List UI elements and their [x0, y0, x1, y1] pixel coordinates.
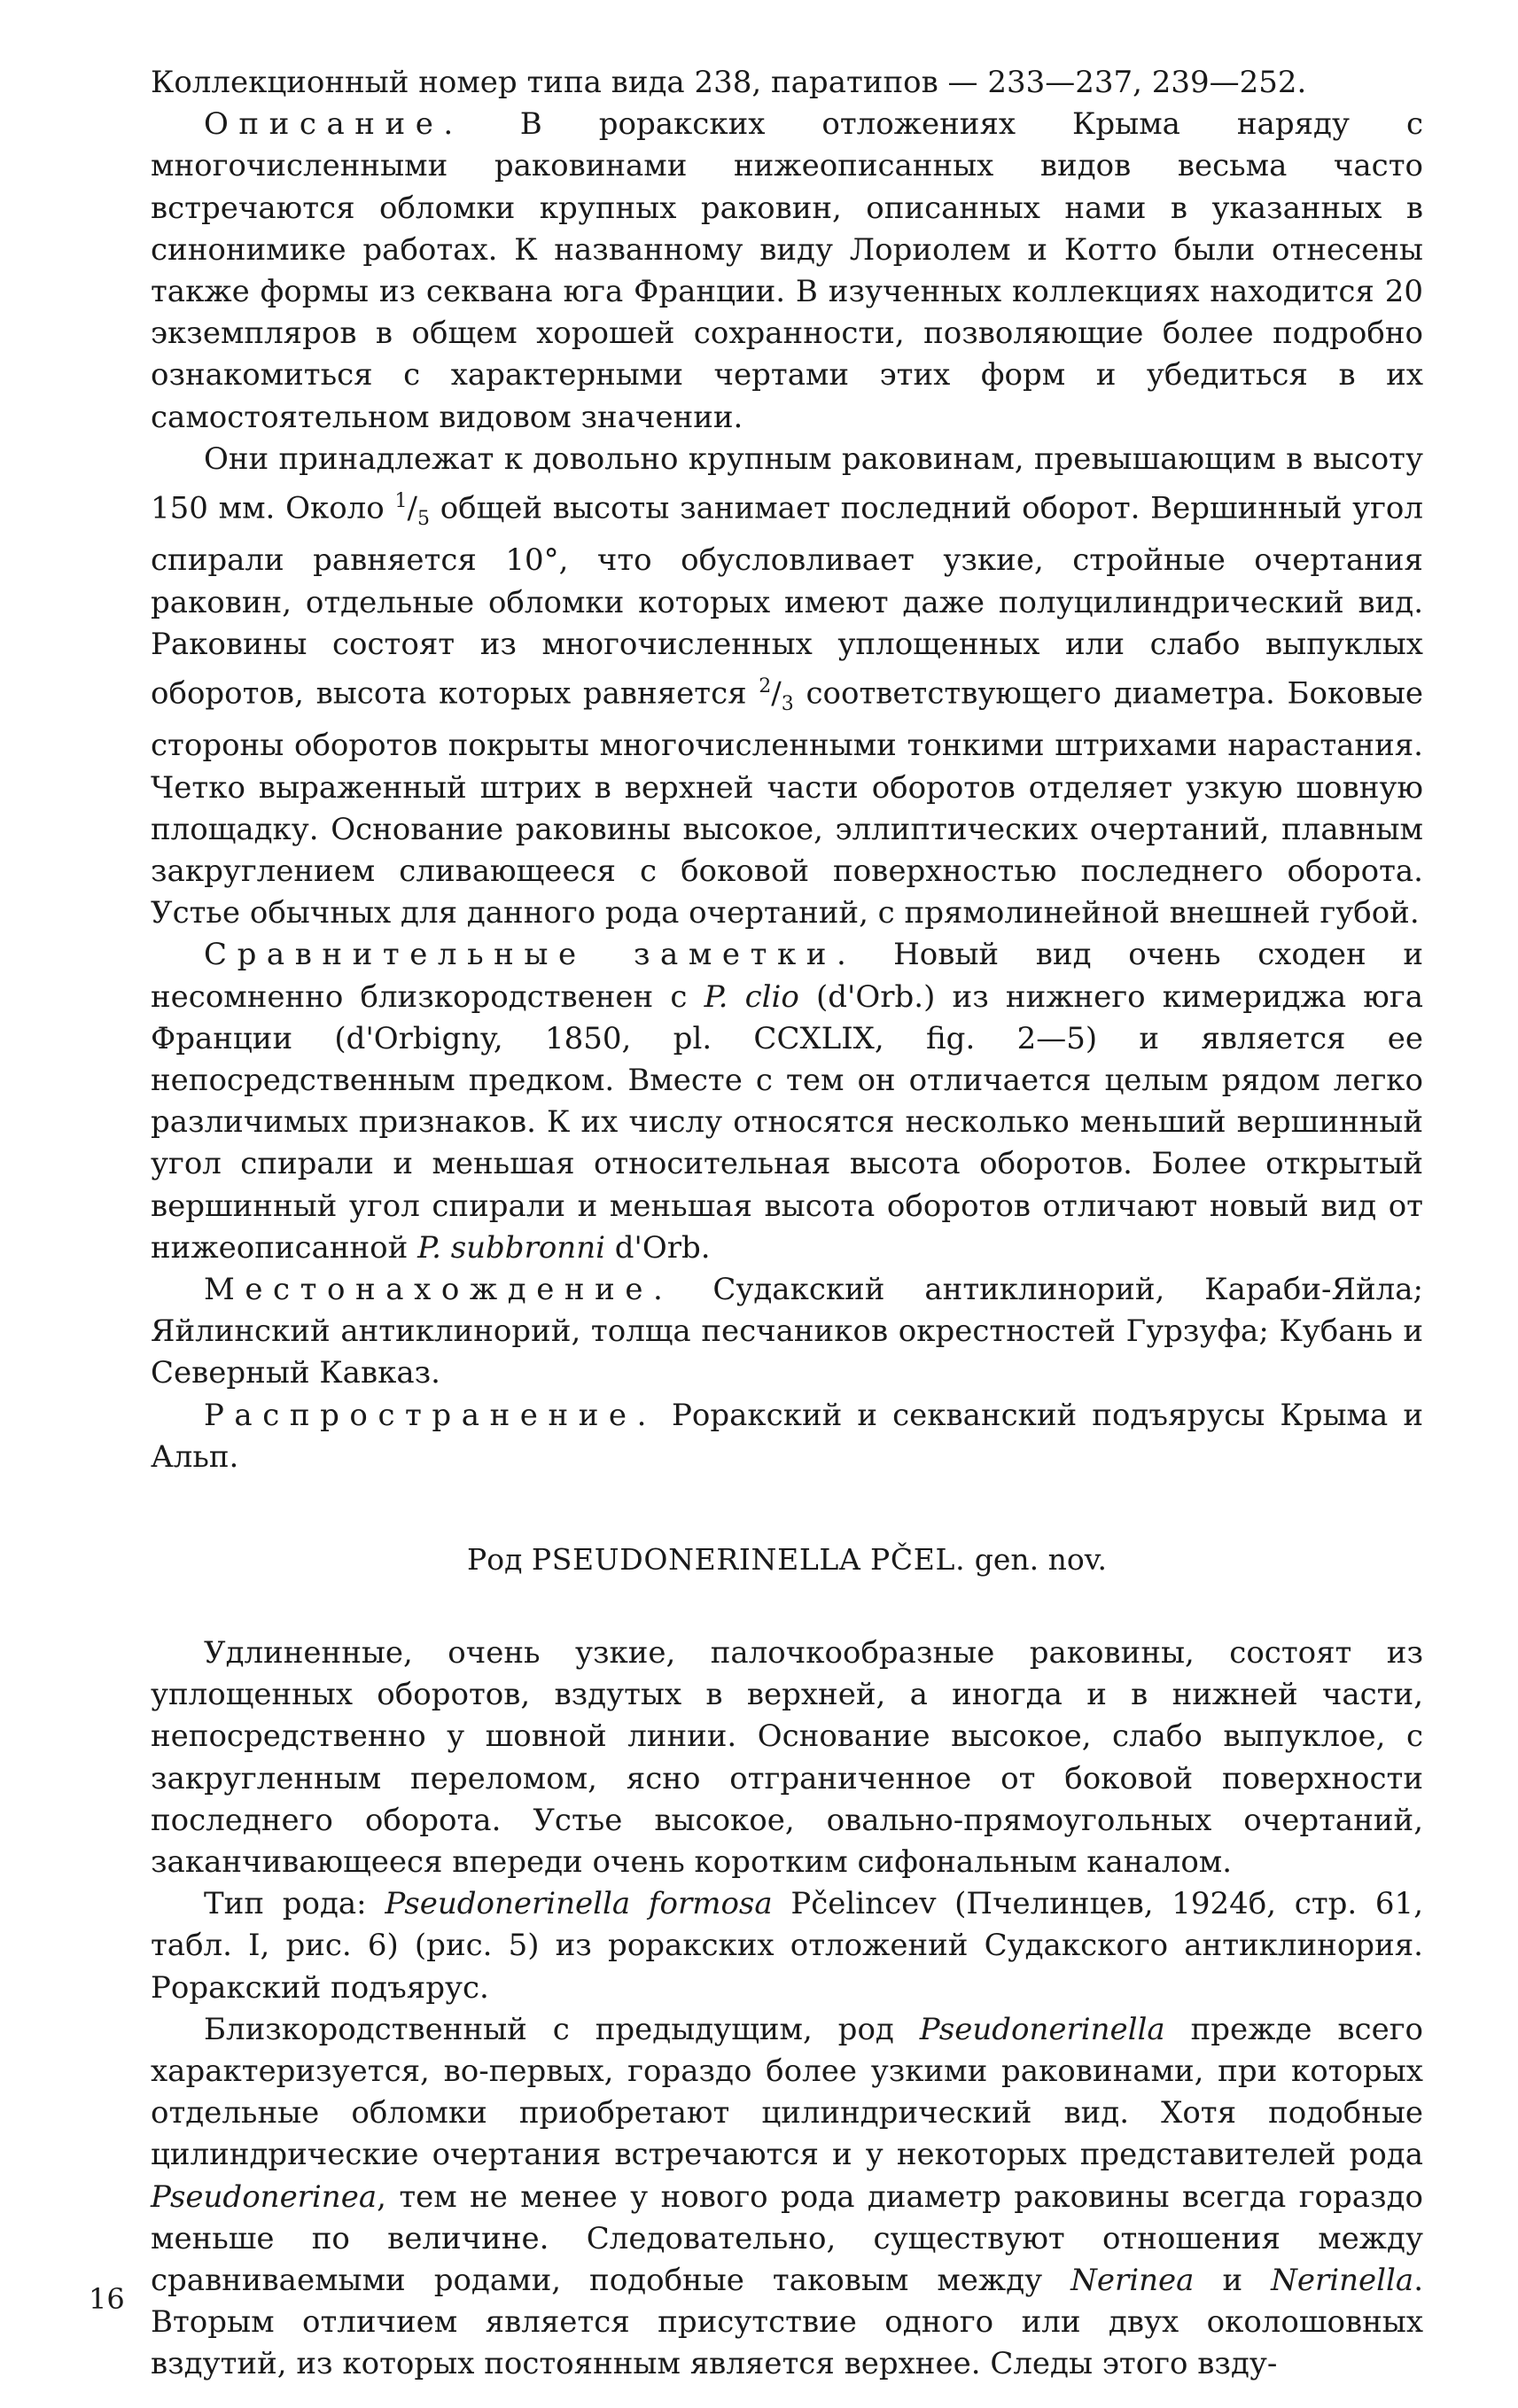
genus-status: gen. nov. — [974, 1541, 1107, 1577]
paragraph-text: Удлиненные, очень узкие, палочкообразные раковины, состоят из уплощенных оборотов, вздутых в верхней, а иногда и в нижней части, непосредственно у шовной линии. Основание высокое, слабо выпуклое, с закругленным переломом, ясно отграниченное от боковой поверхности последнего оборота. Устье высокое, овально-прямоугольных очертаний, заканчивающееся впереди очень коротким сифональным каналом. — [151, 1634, 1423, 1880]
paragraph-text: (d'Orb.) из нижнего кимериджа юга Франции (d'Orbigny, 1850, pl. CCXLIX, fig. 2—5) и является ее непосредственным предком. Вместе с тем он отличается целым рядом легко различимых признаков. К их числу относятся несколько меньший вершинный угол спирали и меньшая относительная высота оборотов. Более открытый вершинный угол спирали и меньшая высота оборотов отличают новый вид от нижеописанной — [151, 978, 1423, 1266]
genus-author: PČEL. — [870, 1541, 966, 1577]
section-lead-locality: Местонахождение. — [204, 1271, 673, 1307]
species-name: Pseudonerinella formosa — [385, 1886, 773, 1922]
page-number: 16 — [89, 2282, 125, 2316]
fraction-denominator: 5 — [416, 508, 430, 531]
section-lead-distribution: Распространение. — [204, 1397, 657, 1433]
fraction-numerator: 2 — [759, 674, 772, 697]
section-lead-comparative: Сравнительные заметки. — [204, 937, 857, 973]
paragraph-comparative-notes — [151, 934, 1423, 1269]
paragraph-genus-diagnosis — [151, 1633, 1423, 1883]
paragraph-text: d'Orb. — [604, 1229, 711, 1266]
paragraph-text: Коллекционный номер типа вида 238, паратипов — 233—237, 239—252. — [151, 65, 1307, 100]
species-name: P. subbronni — [417, 1229, 605, 1266]
paragraph-text: Роракский и секванский подъярусы Крыма и Альп. — [151, 1397, 1423, 1475]
section-lead-description: Описание. — [204, 106, 463, 143]
genus-prefix: Род — [467, 1541, 523, 1577]
paragraph-text: Они принадлежат к довольно крупным раковинам, превышающим в высоту 150 мм. Около — [151, 440, 1423, 526]
paragraph-text: общей высоты занимает последний оборот. Вершинный угол спирали равняется 10°, что обусловливает узкие, стройные очертания раковин, отдельные обломки которых имеют даже полуцилиндрический вид. Раковины состоят из многочисленных уплощенных или слабо выпуклых оборотов, высота которых равняется — [151, 490, 1423, 712]
paragraph-text: соответствующего диаметра. Боковые стороны оборотов покрыты многочисленными тонкими штрихами нарастания. Четко выраженный штрих в верхней части оборотов отделяет узкую шовную площадку. Основание раковины высокое, эллиптических очертаний, плавным закруглением сливающееся с боковой поверхностью последнего оборота. Устье обычных для данного рода очертаний, с прямолинейной внешней губой. — [151, 675, 1424, 931]
genus-name-inline: Nerinella — [1271, 2263, 1414, 2298]
paragraph-text: Судакский антиклинорий, Караби-Яйла; Яйлинский антиклинорий, толща песчаников окрестностей Гурзуфа; Кубань и Северный Кавказ. — [151, 1271, 1423, 1391]
fraction-denominator: 3 — [781, 693, 794, 716]
genus-heading — [151, 1540, 1423, 1579]
species-name: P. clio — [704, 978, 799, 1015]
genus-name: PSEUDONERINELLA — [531, 1541, 861, 1577]
paragraph-text: Близкородственный с предыдущим, род — [204, 2011, 920, 2047]
paragraph-text: Новый вид очень сходен и несомненно близкородственен с — [151, 937, 1423, 1015]
paragraph-morphology: Они принадлежат к довольно крупным раковинам, превышающим в высоту 150 мм. Около $^1/_5$ общей высоты занимает последний оборот. Вершинный угол спирали равняется 10°, что обусловливает узкие, стройные очертания раковин, отдельные обломки которых имеют даже полуцилиндрический вид. Раковины состоят из многочисленных уплощенных или слабо выпуклых оборотов, высота которых равняется $^2/_3$ соответствующего диаметра. Боковые стороны оборотов покрыты многочисленными тонкими штрихами нарастания. Четко выраженный штрих в верхней части оборотов отделяет узкую шовную площадку. Основание раковины высокое, эллиптических очертаний, плавным закруглением сливающееся с боковой поверхностью последнего оборота. Устье обычных для данного рода очертаний, с прямолинейной внешней губой. — [151, 440, 1424, 931]
paragraph-text: , тем не менее у нового рода диаметр раковины всегда гораздо меньше по величине. Следовательно, существуют отношения между сравниваемыми родами, подобные таковым между — [151, 2178, 1423, 2298]
genus-name-inline: Nerinea — [1070, 2263, 1195, 2298]
paragraph-text: и — [1194, 2263, 1272, 2298]
paragraph-text: . Вторым отличием является присутствие одного или двух околошовных вздутий, из которых постоянным является верхнее. Следы этого взду- — [151, 2263, 1423, 2382]
genus-name-inline: Pseudonerinea — [151, 2178, 378, 2215]
paragraph-description — [151, 104, 1423, 439]
fraction-numerator: 1 — [394, 490, 408, 513]
paragraph-genus-comparison — [151, 2009, 1423, 2386]
paragraph-text: Тип рода: — [204, 1886, 385, 1922]
paragraph-locality — [151, 1269, 1423, 1395]
paragraph-text: Pčelincev (Пчелинцев, 1924б, стр. 61, табл. I, рис. 6) (рис. 5) из роракских отложений Судакского антиклинория. Роракский подъярус. — [151, 1886, 1424, 2006]
paragraph-collection-number — [151, 62, 1423, 104]
page-body — [151, 62, 1423, 2386]
paragraph-distribution — [151, 1395, 1423, 1478]
paragraph-text: В роракских отложениях Крыма наряду с многочисленными раковинами нижеописанных видов весьма часто встречаются обломки крупных раковин, описанных нами в указанных в синонимике работах. К названному виду Лориолем и Котто были отнесены также формы из секвана юга Франции. В изученных коллекциях находится 20 экземпляров в общем хорошей сохранности, позволяющие более подробно ознакомиться с характерными чертами этих форм и убедиться в их самостоятельном видовом значении. — [151, 106, 1423, 435]
paragraph-text: прежде всего характеризуется, во-первых, гораздо более узкими раковинами, при которых отдельные обломки приобретают цилиндрический вид. Хотя подобные цилиндрические очертания встречаются и у некоторых представителей рода — [151, 2011, 1423, 2173]
genus-name-inline: Pseudonerinella — [919, 2011, 1165, 2047]
paragraph-type-species — [151, 1883, 1423, 2009]
